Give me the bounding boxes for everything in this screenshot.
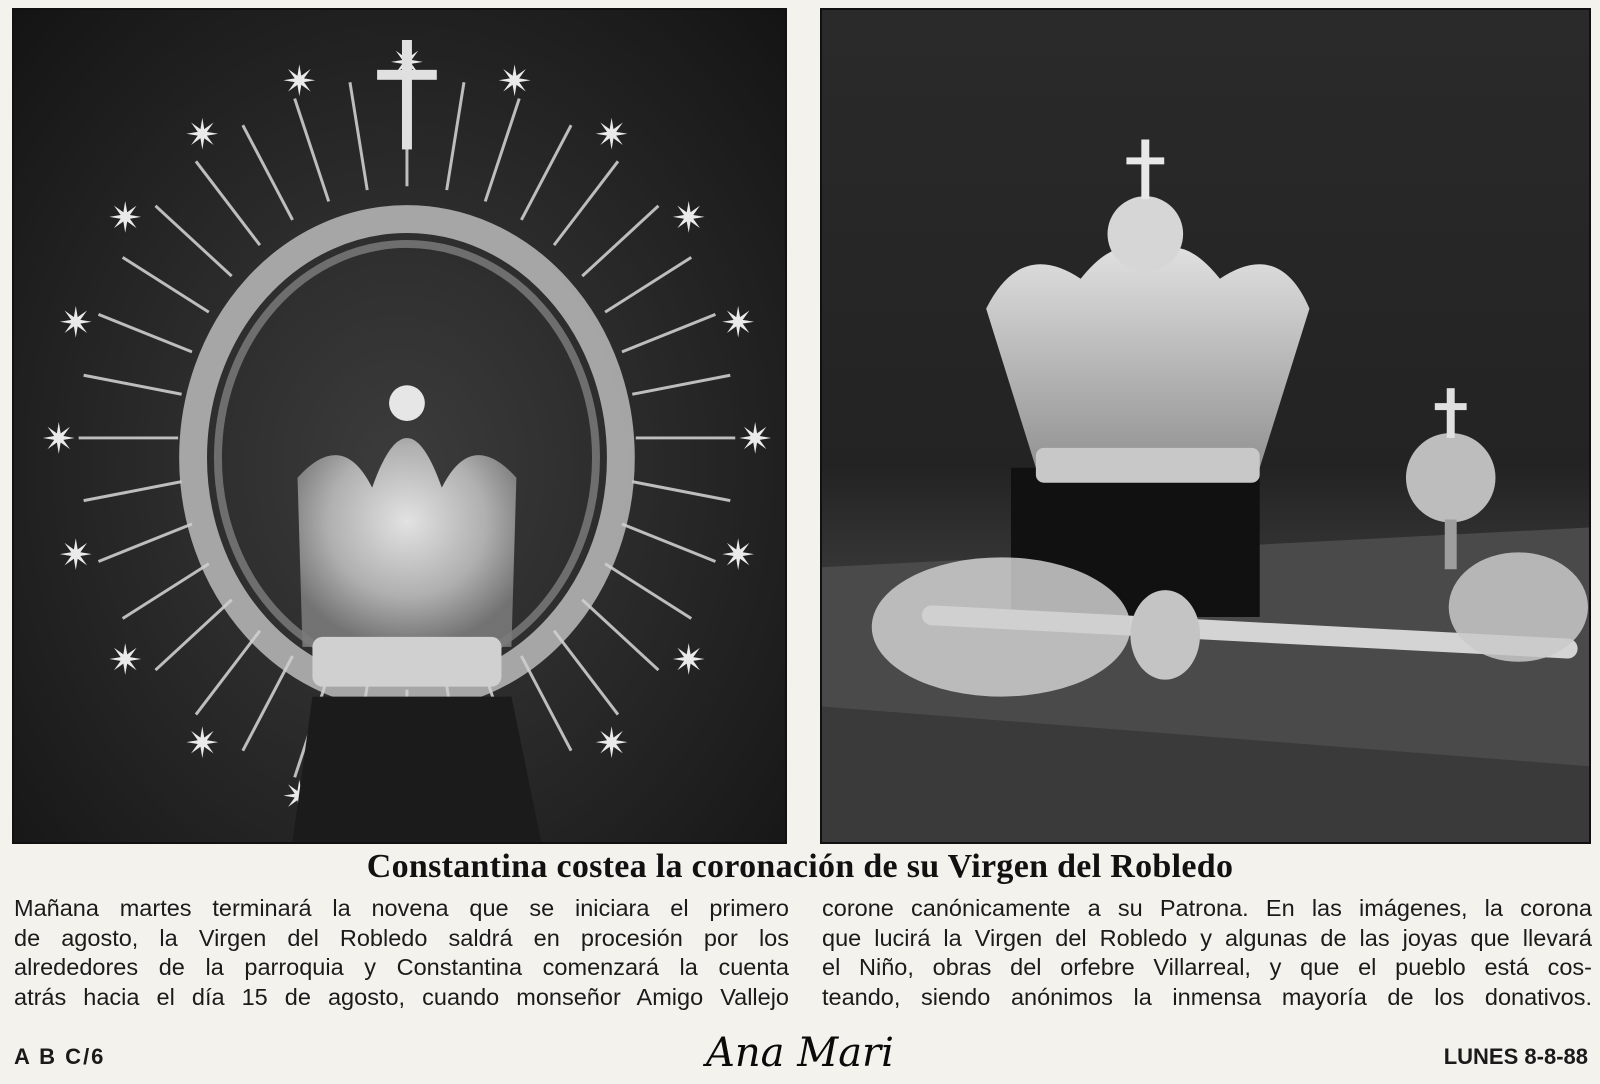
halo-star [109, 643, 141, 675]
halo-ray [98, 524, 191, 561]
halo-ray [123, 564, 209, 619]
halo-ray [243, 125, 293, 220]
halo-star [722, 538, 754, 570]
body-line: atrás hacia el día 15 de agosto, cuando monseñor Amigo Vallejo [14, 983, 789, 1010]
halo-ray [350, 82, 367, 190]
halo-star [673, 643, 705, 675]
halo-ray [123, 257, 209, 312]
signature: Ana Mari [706, 1030, 894, 1076]
halo-star [283, 64, 315, 96]
halo-ray [447, 82, 464, 190]
halo-ray [554, 631, 618, 715]
halo-star [722, 306, 754, 338]
halo-star [60, 306, 92, 338]
halo-star [186, 118, 218, 150]
halo-star [596, 726, 628, 758]
page-label: A B C/6 [14, 1044, 106, 1069]
halo-ray [622, 524, 715, 561]
halo-ray [155, 206, 231, 276]
halo-star [186, 726, 218, 758]
body-line: de agosto, la Virgen del Robledo saldrá en procesión por los [14, 924, 789, 951]
photo-crown-and-jewels [820, 8, 1591, 844]
halo-ray [196, 631, 260, 715]
halo-star [109, 201, 141, 233]
halo-ray [485, 99, 519, 202]
halo-ray [605, 257, 691, 312]
halo-ray [521, 125, 571, 220]
halo-ray [84, 375, 182, 394]
headline: Constantina costea la coronación de su Virgen del Robledo [366, 848, 1234, 885]
halo-ray [155, 600, 231, 670]
photo-halo-crown [12, 8, 787, 844]
body-line: que lucirá la Virgen del Robledo y algunas de las joyas que llevará [822, 924, 1592, 951]
halo-star [60, 538, 92, 570]
halo-ray [554, 161, 618, 245]
body-line: alrededores de la parroquia y Constantina comenzará la cuenta [14, 954, 789, 980]
halo-ray [84, 482, 182, 501]
halo-star [673, 201, 705, 233]
halo-ray [605, 564, 691, 619]
body-line: el Niño, obras del orfebre Villarreal, y que el pueblo está cos- [822, 954, 1592, 980]
halo-crown-illustration [14, 10, 785, 842]
body-column-right [822, 894, 1592, 1012]
halo-star [43, 422, 75, 454]
halo-ray [632, 375, 730, 394]
halo-ray [196, 161, 260, 245]
halo-ray [98, 314, 191, 351]
body-line: Mañana martes terminará la novena que se iniciara el primero [14, 895, 789, 921]
body-line: teando, siendo anónimos la inmensa mayoría de los donativos. [822, 983, 1592, 1010]
halo-star [739, 422, 771, 454]
crown-jewels-illustration [822, 10, 1589, 842]
body-column-left [14, 894, 789, 1012]
body-line: corone canónicamente a su Patrona. En las imágenes, la corona [822, 895, 1592, 921]
halo-star [596, 118, 628, 150]
halo-star [499, 64, 531, 96]
halo-ray [582, 600, 658, 670]
issue-date: LUNES 8-8-88 [1443, 1044, 1588, 1069]
halo-ray [582, 206, 658, 276]
halo-ray [622, 314, 715, 351]
halo-ray [632, 482, 730, 501]
halo-ray [295, 99, 329, 202]
